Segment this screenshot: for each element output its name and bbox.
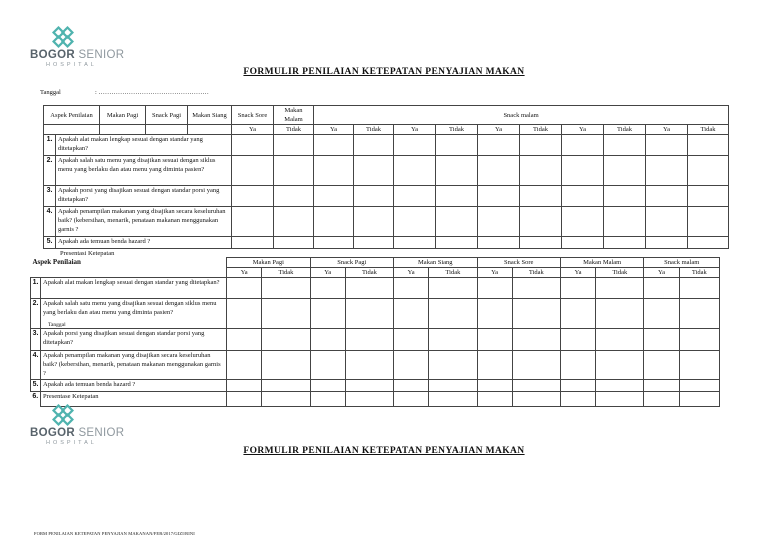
empty-header [100, 125, 146, 135]
question-text: Apakah alat makan lengkap sesuai dengan standar yang ditetapkan? [56, 135, 232, 156]
question-number: 3. [44, 186, 56, 207]
answer-cell[interactable] [596, 299, 644, 329]
meal-header-snack-sore: Snack Sore [232, 106, 274, 125]
table-row [44, 135, 729, 156]
answer-cell[interactable] [274, 186, 314, 207]
answer-cell[interactable] [314, 135, 354, 156]
answer-cell[interactable] [436, 207, 478, 237]
answer-cell[interactable] [478, 207, 520, 237]
answer-cell[interactable] [512, 278, 560, 299]
answer-cell[interactable] [644, 380, 679, 392]
answer-cell[interactable] [596, 329, 644, 351]
ya-header: Ya [394, 268, 429, 278]
answer-cell[interactable] [604, 135, 646, 156]
answer-cell[interactable] [262, 351, 310, 380]
tidak-header: Tidak [688, 125, 729, 135]
ya-header: Ya [310, 268, 345, 278]
answer-cell[interactable] [688, 156, 729, 186]
answer-cell[interactable] [429, 351, 477, 380]
answer-cell[interactable] [520, 135, 562, 156]
answer-cell[interactable] [227, 329, 262, 351]
answer-cell[interactable] [262, 329, 310, 351]
answer-cell[interactable] [477, 278, 512, 299]
answer-cell[interactable] [477, 392, 512, 407]
answer-cell[interactable] [310, 380, 345, 392]
answer-cell[interactable] [274, 135, 314, 156]
table-row [31, 351, 720, 380]
ya-header: Ya [478, 125, 520, 135]
ya-header: Ya [227, 268, 262, 278]
table-row [44, 207, 729, 237]
answer-cell[interactable] [227, 380, 262, 392]
answer-cell[interactable] [644, 392, 679, 407]
question-text: Apakah ada temuan benda hazard ? [41, 380, 227, 392]
meal-header-makan-malam: Makan Malam [274, 106, 314, 125]
tidak-header: Tidak [596, 268, 644, 278]
question-text: Apakah ada temuan benda hazard ? [56, 237, 232, 249]
meal-header-snack-pagi: Snack Pagi [310, 258, 393, 268]
question-text: Apakah penampilan makanan yang disajikan secara keseluruhan baik? (kebersihan, menarik, penataan makanan menggunakan garnis ? [41, 351, 227, 380]
answer-cell[interactable] [688, 207, 729, 237]
tidak-header: Tidak [345, 268, 393, 278]
answer-cell[interactable] [436, 156, 478, 186]
answer-cell[interactable] [345, 351, 393, 380]
answer-cell[interactable] [429, 278, 477, 299]
answer-cell[interactable] [560, 392, 595, 407]
presentase-label: Presentasi Ketepatan [60, 250, 115, 257]
answer-cell[interactable] [512, 299, 560, 329]
meal-header-snack-pagi: Snack Pagi [146, 106, 188, 125]
question-text: Apakah porsi yang disajikan sesuai dengan standar porsi yang ditetapkan? [41, 329, 227, 351]
answer-cell[interactable] [562, 186, 604, 207]
answer-cell[interactable] [345, 329, 393, 351]
form-footer-code: FORM PENILAIAN KETEPATAN PENYAJIAN MAKANAN/FEB/2017/GIZI/RINI [34, 531, 195, 536]
meal-header-makan-siang: Makan Siang [394, 258, 477, 268]
meal-header-snack-malam: Snack malam [314, 106, 729, 125]
table-row [31, 380, 720, 392]
question-number: 5. [44, 237, 56, 249]
ya-header: Ya [394, 125, 436, 135]
question-number: 4. [31, 351, 41, 380]
logo-mark-icon [52, 26, 74, 48]
answer-cell[interactable] [354, 207, 394, 237]
answer-cell[interactable] [512, 351, 560, 380]
answer-cell[interactable] [354, 237, 394, 249]
answer-cell[interactable] [477, 299, 512, 329]
answer-cell[interactable] [262, 299, 310, 329]
answer-cell[interactable] [644, 329, 679, 351]
answer-cell[interactable] [679, 278, 719, 299]
answer-cell[interactable] [262, 380, 310, 392]
tanggal-label: Tanggal [40, 89, 61, 96]
answer-cell[interactable] [345, 392, 393, 407]
answer-cell[interactable] [274, 237, 314, 249]
answer-cell[interactable] [646, 135, 688, 156]
answer-cell[interactable] [560, 278, 595, 299]
logo-wordmark: BOGOR SENIOR [30, 49, 125, 61]
empty-header [146, 125, 188, 135]
answer-cell[interactable] [646, 186, 688, 207]
answer-cell[interactable] [394, 237, 436, 249]
answer-cell[interactable] [429, 392, 477, 407]
answer-cell[interactable] [429, 299, 477, 329]
answer-cell[interactable] [345, 299, 393, 329]
answer-cell[interactable] [562, 207, 604, 237]
meal-header-snack-malam: Snack malam [644, 258, 720, 268]
tidak-header: Tidak [604, 125, 646, 135]
answer-cell[interactable] [436, 237, 478, 249]
form-title: FORMULIR PENILAIAN KETEPATAN PENYAJIAN MAKAN [243, 67, 525, 77]
answer-cell[interactable] [679, 351, 719, 380]
answer-cell[interactable] [478, 135, 520, 156]
answer-cell[interactable] [560, 380, 595, 392]
aspect-header-spacer [31, 268, 227, 278]
answer-cell[interactable] [394, 329, 429, 351]
question-text: Apakah salah satu menu yang disajikan sesuai dengan siklus menu yang berlaku dan atau menu yang diminta pasien? [41, 299, 227, 329]
answer-cell[interactable] [688, 135, 729, 156]
meal-header-makan-pagi: Makan Pagi [227, 258, 310, 268]
answer-cell[interactable] [345, 278, 393, 299]
answer-cell[interactable] [520, 237, 562, 249]
question-number: 2. [31, 299, 41, 329]
tanggal-overlap-label: Tanggal [48, 322, 66, 328]
table-row [44, 186, 729, 207]
answer-cell[interactable] [477, 329, 512, 351]
question-text: Apakah alat makan lengkap sesuai dengan standar yang ditetapkan? [41, 278, 227, 299]
table-row [44, 237, 729, 249]
question-number: 1. [44, 135, 56, 156]
answer-cell[interactable] [354, 135, 394, 156]
answer-cell[interactable] [596, 392, 644, 407]
answer-cell[interactable] [310, 278, 345, 299]
answer-cell[interactable] [478, 237, 520, 249]
answer-cell[interactable] [679, 329, 719, 351]
tidak-header: Tidak [274, 125, 314, 135]
meal-header-snack-sore: Snack Sore [477, 258, 560, 268]
answer-cell[interactable] [314, 237, 354, 249]
answer-cell[interactable] [688, 237, 729, 249]
answer-cell[interactable] [354, 186, 394, 207]
answer-cell[interactable] [429, 380, 477, 392]
answer-cell[interactable] [688, 186, 729, 207]
ya-header: Ya [562, 125, 604, 135]
answer-cell[interactable] [232, 156, 274, 186]
answer-cell[interactable] [436, 135, 478, 156]
tidak-header: Tidak [679, 268, 719, 278]
answer-cell[interactable] [394, 135, 436, 156]
answer-cell[interactable] [232, 207, 274, 237]
answer-cell[interactable] [644, 351, 679, 380]
answer-cell[interactable] [560, 329, 595, 351]
tidak-header: Tidak [520, 125, 562, 135]
question-text: Presentase Ketepatan [41, 392, 227, 407]
aspect-header: Aspek Penilaian [32, 258, 81, 266]
answer-cell[interactable] [478, 156, 520, 186]
table-row [31, 278, 720, 299]
meal-header-makan-malam: Makan Malam [560, 258, 643, 268]
answer-cell[interactable] [644, 299, 679, 329]
tidak-header: Tidak [262, 268, 310, 278]
aspect-header-spacer [44, 125, 100, 135]
answer-cell[interactable] [560, 351, 595, 380]
question-number: 6. [32, 393, 39, 400]
answer-cell[interactable] [477, 351, 512, 380]
question-text: Apakah porsi yang disajikan sesuai dengan standar porsi yang ditetapkan? [56, 186, 232, 207]
answer-cell[interactable] [520, 186, 562, 207]
hospital-logo [30, 26, 124, 68]
answer-cell[interactable] [394, 351, 429, 380]
ya-header: Ya [232, 125, 274, 135]
answer-cell[interactable] [310, 392, 345, 407]
empty-header [188, 125, 232, 135]
answer-cell[interactable] [679, 392, 719, 407]
answer-cell[interactable] [512, 329, 560, 351]
assessment-table-2 [30, 257, 720, 407]
hospital-logo-2 [30, 404, 124, 446]
answer-cell[interactable] [604, 207, 646, 237]
answer-cell[interactable] [520, 156, 562, 186]
question-number: 1. [31, 278, 41, 299]
answer-cell[interactable] [394, 278, 429, 299]
answer-cell[interactable] [560, 299, 595, 329]
answer-cell[interactable] [314, 207, 354, 237]
answer-cell[interactable] [354, 156, 394, 186]
answer-cell[interactable] [596, 380, 644, 392]
tidak-header: Tidak [429, 268, 477, 278]
answer-cell[interactable] [562, 156, 604, 186]
answer-cell[interactable] [512, 392, 560, 407]
table-row [31, 299, 720, 329]
answer-cell[interactable] [394, 156, 436, 186]
question-text: Apakah penampilan makanan yang disajikan secara keseluruhan baik? (kebersihan, menarik, penataan makanan menggunakan garnis ? [56, 207, 232, 237]
answer-cell[interactable] [274, 156, 314, 186]
table-row [31, 329, 720, 351]
answer-cell[interactable] [310, 299, 345, 329]
answer-cell[interactable] [604, 186, 646, 207]
question-text: Apakah salah satu menu yang disajikan sesuai dengan siklus menu yang berlaku dan atau menu yang diminta pasien? [56, 156, 232, 186]
meal-header-makan-pagi: Makan Pagi [100, 106, 146, 125]
answer-cell[interactable] [596, 278, 644, 299]
tidak-header: Tidak [354, 125, 394, 135]
tidak-header: Tidak [436, 125, 478, 135]
tidak-header: Tidak [512, 268, 560, 278]
answer-cell[interactable] [232, 186, 274, 207]
ya-header: Ya [314, 125, 354, 135]
answer-cell[interactable] [314, 156, 354, 186]
answer-cell[interactable] [596, 351, 644, 380]
answer-cell[interactable] [646, 237, 688, 249]
answer-cell[interactable] [477, 380, 512, 392]
question-number: 4. [44, 207, 56, 237]
ya-header: Ya [644, 268, 679, 278]
question-number: 2. [44, 156, 56, 186]
meal-header-makan-siang: Makan Siang [188, 106, 232, 125]
answer-cell[interactable] [679, 299, 719, 329]
ya-header: Ya [646, 125, 688, 135]
table-row [31, 392, 720, 407]
answer-cell[interactable] [262, 278, 310, 299]
answer-cell[interactable] [679, 380, 719, 392]
answer-cell[interactable] [345, 380, 393, 392]
answer-cell[interactable] [262, 392, 310, 407]
ya-header: Ya [560, 268, 595, 278]
answer-cell[interactable] [478, 186, 520, 207]
answer-cell[interactable] [520, 207, 562, 237]
answer-cell[interactable] [227, 299, 262, 329]
question-number: 5. [31, 380, 41, 392]
answer-cell[interactable] [429, 329, 477, 351]
answer-cell[interactable] [227, 278, 262, 299]
table-row [44, 156, 729, 186]
logo-mark-icon [52, 404, 74, 426]
answer-cell[interactable] [310, 351, 345, 380]
aspect-header: Aspek Penilaian [44, 106, 100, 125]
answer-cell[interactable] [512, 380, 560, 392]
logo-subtitle: HOSPITAL [46, 440, 97, 446]
answer-cell[interactable] [604, 156, 646, 186]
ya-header: Ya [477, 268, 512, 278]
answer-cell[interactable] [310, 329, 345, 351]
answer-cell[interactable] [394, 299, 429, 329]
answer-cell[interactable] [646, 207, 688, 237]
logo-subtitle: HOSPITAL [46, 62, 97, 68]
answer-cell[interactable] [562, 135, 604, 156]
logo-wordmark: BOGOR SENIOR [30, 427, 125, 439]
answer-cell[interactable] [562, 237, 604, 249]
answer-cell[interactable] [227, 351, 262, 380]
answer-cell[interactable] [394, 207, 436, 237]
answer-cell[interactable] [604, 237, 646, 249]
answer-cell[interactable] [644, 278, 679, 299]
answer-cell[interactable] [274, 207, 314, 237]
answer-cell[interactable] [394, 186, 436, 207]
answer-cell[interactable] [314, 186, 354, 207]
answer-cell[interactable] [232, 237, 274, 249]
answer-cell[interactable] [436, 186, 478, 207]
assessment-table-1 [43, 105, 729, 249]
answer-cell[interactable] [394, 392, 429, 407]
answer-cell[interactable] [646, 156, 688, 186]
tanggal-field[interactable]: : …………………………………………… [95, 89, 209, 96]
form-title-2: FORMULIR PENILAIAN KETEPATAN PENYAJIAN MAKAN [243, 446, 525, 456]
answer-cell[interactable] [394, 380, 429, 392]
question-number: 3. [31, 329, 41, 351]
answer-cell[interactable] [232, 135, 274, 156]
answer-cell[interactable] [227, 392, 262, 407]
